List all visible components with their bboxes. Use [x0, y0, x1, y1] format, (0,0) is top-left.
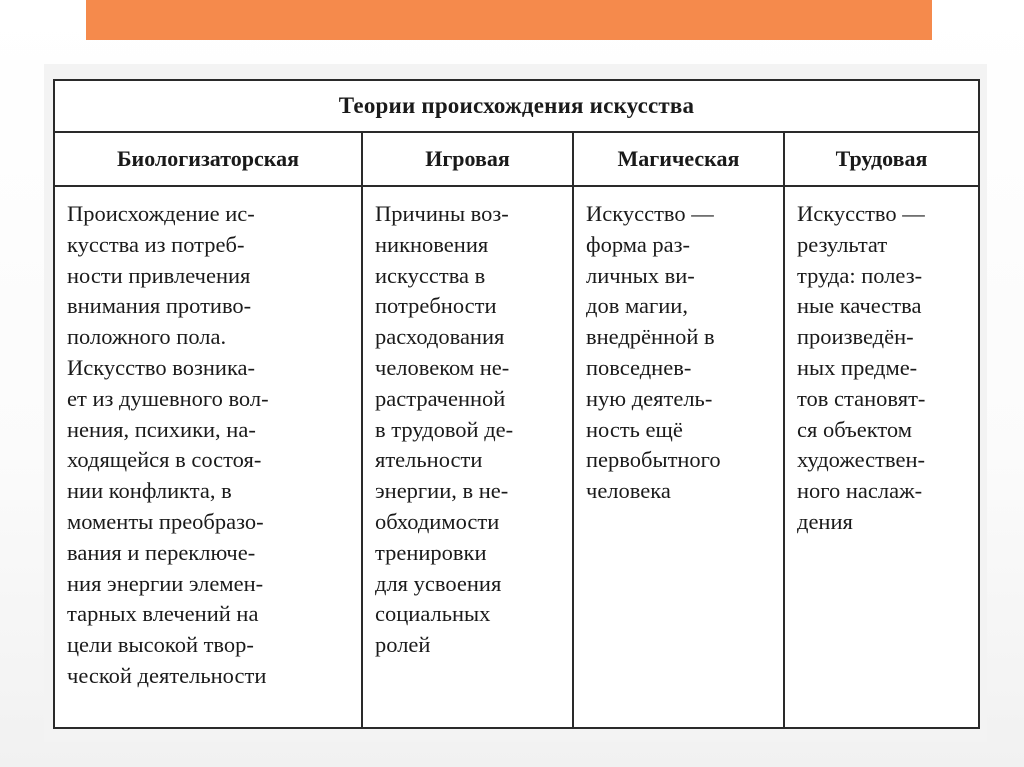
- cell-magic-text: Искусство — форма раз- личных ви- дов магии, внедрённой в повседнев- ную деятель- ность ещё первобытного человека: [573, 186, 784, 728]
- table-title: Теории происхождения искусства: [54, 80, 979, 132]
- cell-biological-text: Происхождение ис- кусства из потреб- ности привлечения внимания противо- положного пола. Искусство возника- ет из душевного вол- нения, психики, на- ходящейся в состоя- нии конфликта, в моменты преобразо- вания и переключе- ния энергии элемен- тарных влечений на цели высокой твор- ческой деятельности: [54, 186, 362, 728]
- header-labor: Трудовая: [784, 132, 979, 186]
- table-image-frame: [44, 64, 987, 742]
- header-magic: Магическая: [573, 132, 784, 186]
- header-play: Игровая: [362, 132, 573, 186]
- cell-play-text: Причины воз- никновения искусства в потребности расходования человеком не- растраченной в трудовой де- ятельности энергии, в не- обходимости тренировки для усвоения социальных ролей: [362, 186, 573, 728]
- accent-bar: [86, 0, 932, 40]
- cell-labor-text: Искусство — результат труда: полез- ные качества произведён- ных предме- тов становят- ся объектом художествен- ного наслаж- дения: [784, 186, 979, 728]
- theories-table: [53, 79, 980, 729]
- header-biological: Биологизаторская: [54, 132, 362, 186]
